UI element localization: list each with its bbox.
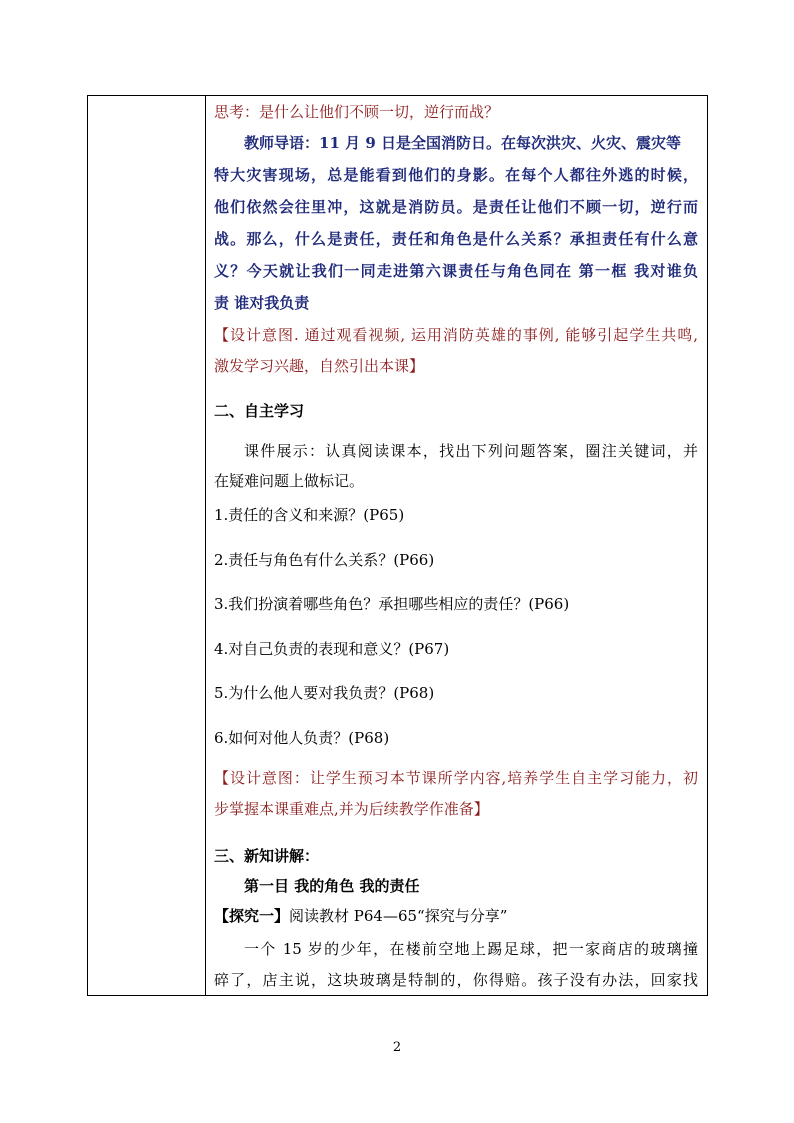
explore-text: 阅读教材 P64—65“探究与分享” — [289, 907, 508, 925]
explore-line — [214, 906, 507, 926]
teacher-intro-line-5: 义？今天就让我们一同走进第六课责任与角色同在 第一框 我对谁负 — [214, 262, 698, 280]
design-intent-2-line-1: 【设计意图：让学生预习本节课所学内容,培养学生自主学习能力，初 — [214, 769, 698, 787]
courseware-line-2: 在疑难问题上做标记。 — [214, 472, 365, 490]
section-3-heading: 三、新知讲解： — [214, 847, 320, 865]
teacher-intro-line-1: 教师导语：11 月 9 日是全国消防日。在每次洪灾、火灾、震灾等 — [244, 134, 681, 152]
question-3: 3.我们扮演着哪些角色？承担哪些相应的责任？(P66) — [214, 595, 570, 613]
page-number: 2 — [392, 1040, 402, 1055]
design-intent-1-line-1: 【设计意图. 通过观看视频, 运用消防英雄的事例, 能够引起学生共鸣, — [214, 326, 698, 344]
design-intent-2-line-2: 步掌握本课重难点,并为后续教学作准备】 — [214, 800, 489, 818]
think-question: 思考：是什么让他们不顾一切，逆行而战？ — [214, 103, 500, 121]
story-line-1: 一个 15 岁的少年，在楼前空地上踢足球，把一家商店的玻璃撞 — [244, 940, 698, 958]
teacher-intro-line-2: 特大灾害现场，总是能看到他们的身影。在每个人都往外逃的时候， — [214, 166, 698, 184]
explore-label: 【探究一】 — [214, 907, 290, 925]
question-6: 6.如何对他人负责？(P68) — [214, 729, 390, 747]
courseware-line-1: 课件展示：认真阅读课本，找出下列问题答案，圈注关键词，并 — [244, 442, 698, 460]
story-line-2: 碎了，店主说，这块玻璃是特制的，你得赔。孩子没有办法，回家找 — [214, 971, 698, 989]
question-5: 5.为什么他人要对我负责？(P68) — [214, 684, 435, 702]
section-2-heading: 二、自主学习 — [214, 402, 305, 420]
design-intent-1-line-2: 激发学习兴趣，自然引出本课】 — [214, 357, 425, 375]
teacher-intro-line-6: 责 谁对我负责 — [214, 294, 310, 312]
question-1: 1.责任的含义和来源？(P65) — [214, 506, 405, 524]
column-divider — [205, 96, 206, 995]
question-2: 2.责任与角色有什么关系？(P66) — [214, 551, 435, 569]
question-4: 4.对自己负责的表现和意义？(P67) — [214, 640, 450, 658]
teacher-intro-line-4: 战。那么，什么是责任，责任和角色是什么关系？承担责任有什么意 — [214, 230, 698, 248]
lesson-table — [87, 95, 708, 996]
subheading-my-role: 第一目 我的角色 我的责任 — [244, 877, 420, 895]
teacher-intro-line-3: 他们依然会往里冲，这就是消防员。是责任让他们不顾一切，逆行而 — [214, 198, 698, 216]
